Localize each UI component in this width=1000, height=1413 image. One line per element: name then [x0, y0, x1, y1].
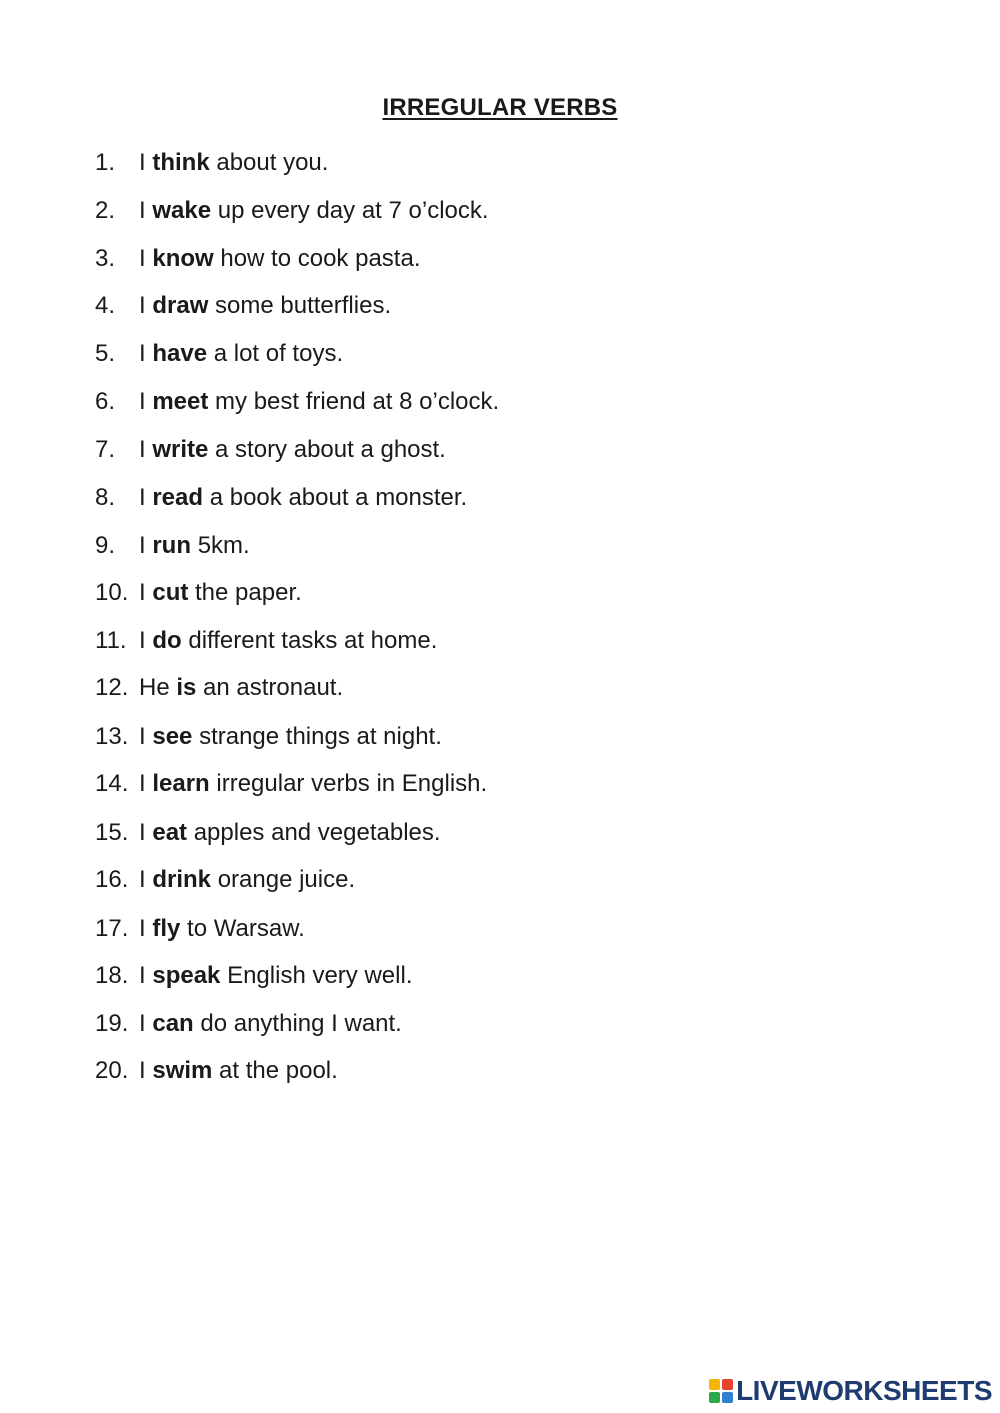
sentence-number: 11. [95, 627, 127, 654]
sentence-rest: my best friend at 8 o’clock. [215, 388, 500, 415]
sentence-item [95, 196, 489, 226]
sentence-verb: swim [152, 1057, 213, 1084]
sentence-number: 12. [95, 674, 129, 701]
sentence-subject: I [139, 292, 146, 319]
sentence-subject: I [139, 197, 146, 224]
sentence-number: 17. [95, 915, 129, 942]
sentence-item [95, 1009, 402, 1039]
sentence-subject: I [139, 915, 146, 942]
sentence-verb: fly [152, 915, 181, 942]
sentence-rest: a book about a monster. [209, 484, 468, 511]
sentence-rest: a story about a ghost. [215, 436, 446, 463]
sentence-verb: know [152, 245, 214, 272]
sentence-verb: cut [152, 579, 189, 606]
sentence-verb: think [152, 149, 210, 176]
sentence-rest: 5km. [197, 532, 250, 559]
logo-square-red [722, 1379, 733, 1390]
sentence-subject: I [139, 388, 146, 415]
sentence-subject: I [139, 866, 146, 893]
sentence-item [95, 387, 499, 417]
sentence-rest: about you. [216, 149, 329, 176]
sentence-subject: I [139, 532, 146, 559]
sentence-number: 8. [95, 484, 116, 511]
liveworksheets-logo[interactable] [709, 1377, 992, 1405]
sentence-item [95, 961, 412, 991]
sentence-number: 1. [95, 149, 116, 176]
sentence-verb: eat [152, 819, 188, 846]
sentence-number: 10. [95, 579, 129, 606]
sentence-rest: do anything I want. [200, 1010, 402, 1037]
sentence-subject: I [139, 723, 146, 750]
sentence-rest: apples and vegetables. [193, 819, 441, 846]
sentence-item [95, 914, 305, 944]
sentence-rest: English very well. [227, 962, 413, 989]
sentence-item [95, 769, 487, 799]
sentence-verb: drink [152, 866, 212, 893]
sentence-verb: see [152, 723, 193, 750]
sentence-number: 20. [95, 1057, 129, 1084]
sentence-item [95, 531, 250, 561]
sentence-rest: the paper. [195, 579, 302, 606]
sentence-verb: can [152, 1010, 194, 1037]
sentence-verb: learn [152, 770, 210, 797]
sentence-verb: meet [152, 388, 209, 415]
sentence-rest: an astronaut. [203, 674, 344, 701]
sentence-subject: I [139, 819, 146, 846]
sentence-subject: I [139, 484, 146, 511]
logo-square-yellow [709, 1379, 720, 1390]
sentence-number: 3. [95, 245, 116, 272]
sentence-verb: speak [152, 962, 221, 989]
sentence-number: 2. [95, 197, 116, 224]
sentence-item [95, 483, 467, 513]
sentence-rest: some butterflies. [215, 292, 392, 319]
sentence-number: 19. [95, 1010, 129, 1037]
sentence-verb: read [152, 484, 204, 511]
sentence-item [95, 1056, 338, 1086]
sentence-number: 15. [95, 819, 129, 846]
sentence-subject: He [139, 674, 170, 701]
sentence-number: 13. [95, 723, 129, 750]
sentence-subject: I [139, 1010, 146, 1037]
logo-square-green [709, 1392, 720, 1403]
sentence-item [95, 435, 446, 465]
sentence-item [95, 244, 420, 274]
sentence-rest: strange things at night. [199, 723, 442, 750]
sentence-number: 7. [95, 436, 116, 463]
sentence-number: 4. [95, 292, 116, 319]
sentence-item [95, 291, 391, 321]
sentence-number: 6. [95, 388, 116, 415]
sentence-item [95, 818, 441, 848]
sentence-item [95, 865, 355, 895]
sentence-item [95, 339, 343, 369]
sentence-subject: I [139, 962, 146, 989]
sentence-item [95, 722, 442, 752]
sentence-verb: wake [152, 197, 212, 224]
sentence-rest: up every day at 7 o’clock. [217, 197, 489, 224]
sentence-subject: I [139, 770, 146, 797]
sentence-verb: have [152, 340, 208, 367]
sentence-subject: I [139, 436, 146, 463]
logo-text: LIVEWORKSHEETS [736, 1375, 992, 1406]
sentence-number: 9. [95, 532, 116, 559]
sentence-subject: I [139, 340, 146, 367]
sentence-number: 18. [95, 962, 129, 989]
sentence-rest: different tasks at home. [188, 627, 438, 654]
liveworksheets-logo-icon [709, 1379, 733, 1403]
sentence-rest: a lot of toys. [213, 340, 344, 367]
sentence-rest: to Warsaw. [187, 915, 305, 942]
sentence-item [95, 148, 328, 178]
worksheet-title: IRREGULAR VERBS [382, 94, 618, 121]
sentence-verb: do [152, 627, 182, 654]
sentence-verb: is [176, 674, 197, 701]
sentence-rest: at the pool. [219, 1057, 338, 1084]
sentence-item [95, 626, 437, 656]
sentence-rest: orange juice. [217, 866, 356, 893]
sentence-number: 14. [95, 770, 129, 797]
sentence-number: 16. [95, 866, 129, 893]
sentence-subject: I [139, 627, 146, 654]
sentence-subject: I [139, 579, 146, 606]
sentence-verb: write [152, 436, 209, 463]
sentence-subject: I [139, 149, 146, 176]
sentence-item [95, 578, 302, 608]
sentence-number: 5. [95, 340, 116, 367]
sentence-rest: irregular verbs in English. [216, 770, 488, 797]
sentence-verb: run [152, 532, 192, 559]
sentence-item [95, 673, 343, 703]
sentence-verb: draw [152, 292, 209, 319]
sentence-subject: I [139, 1057, 146, 1084]
sentence-subject: I [139, 245, 146, 272]
logo-square-blue [722, 1392, 733, 1403]
sentence-rest: how to cook pasta. [220, 245, 421, 272]
